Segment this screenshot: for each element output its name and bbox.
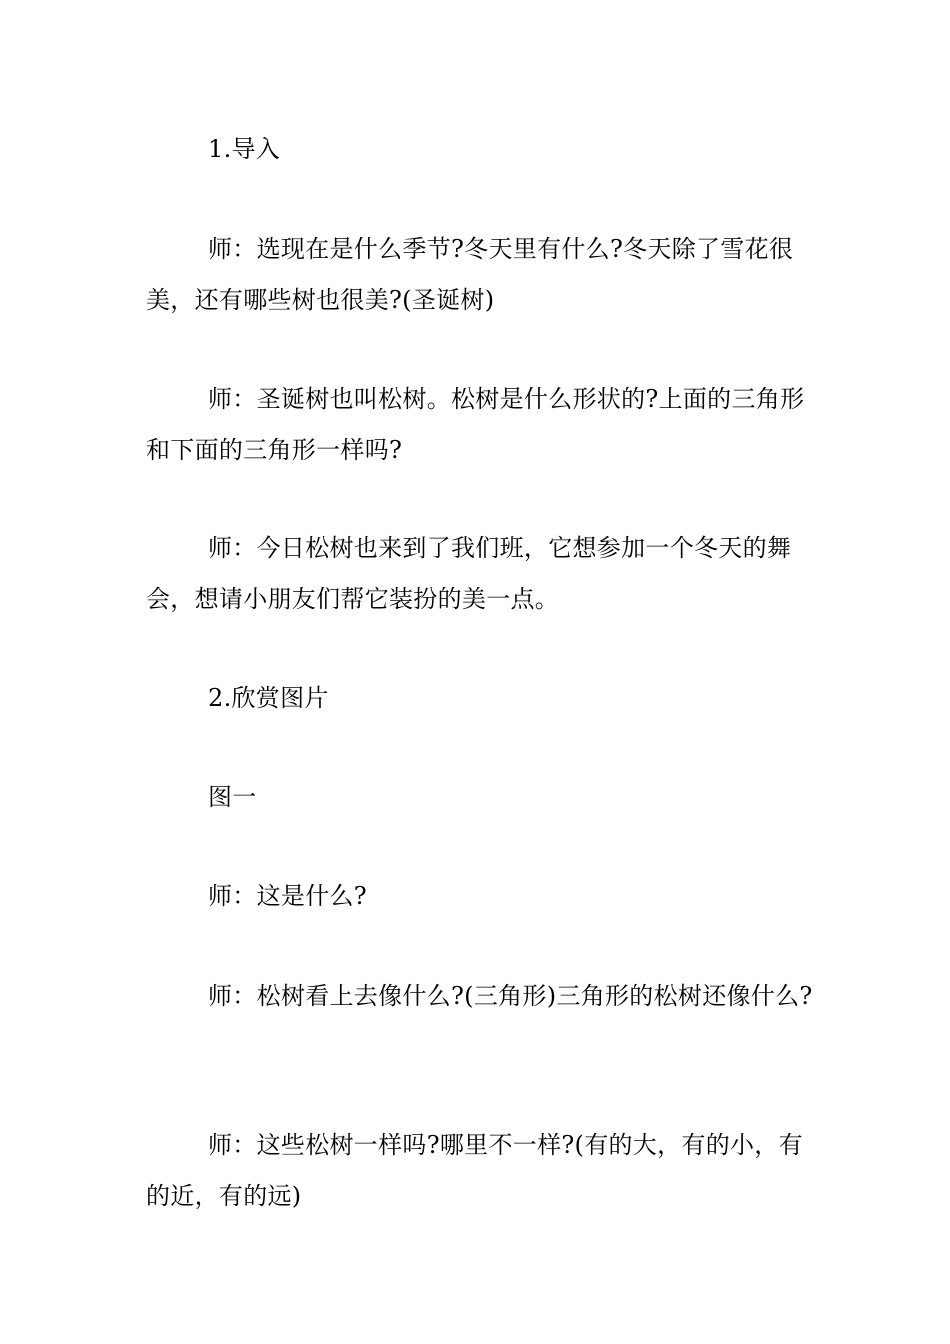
paragraph: 师：松树看上去像什么?(三角形)三角形的松树还像什么? [208,982,813,1010]
paragraph: 师：这是什么? [208,882,367,910]
paragraph: 师：圣诞树也叫松树。松树是什么形状的?上面的三角形和下面的三角形一样吗? [146,385,805,464]
section-heading-intro: 1.导入 [208,135,281,163]
section-heading-appreciate: 2.欣赏图片 [208,684,329,712]
paragraph: 师：今日松树也来到了我们班，它想参加一个冬天的舞会，想请小朋友们帮它装扮的美一点。 [146,534,792,613]
figure-label: 图一 [208,783,257,811]
paragraph: 师：这些松树一样吗?哪里不一样?(有的大，有的小，有的近，有的远) [146,1131,803,1210]
paragraph: 师：选现在是什么季节?冬天里有什么?冬天除了雪花很美，还有哪些树也很美?(圣诞树) [146,235,794,314]
